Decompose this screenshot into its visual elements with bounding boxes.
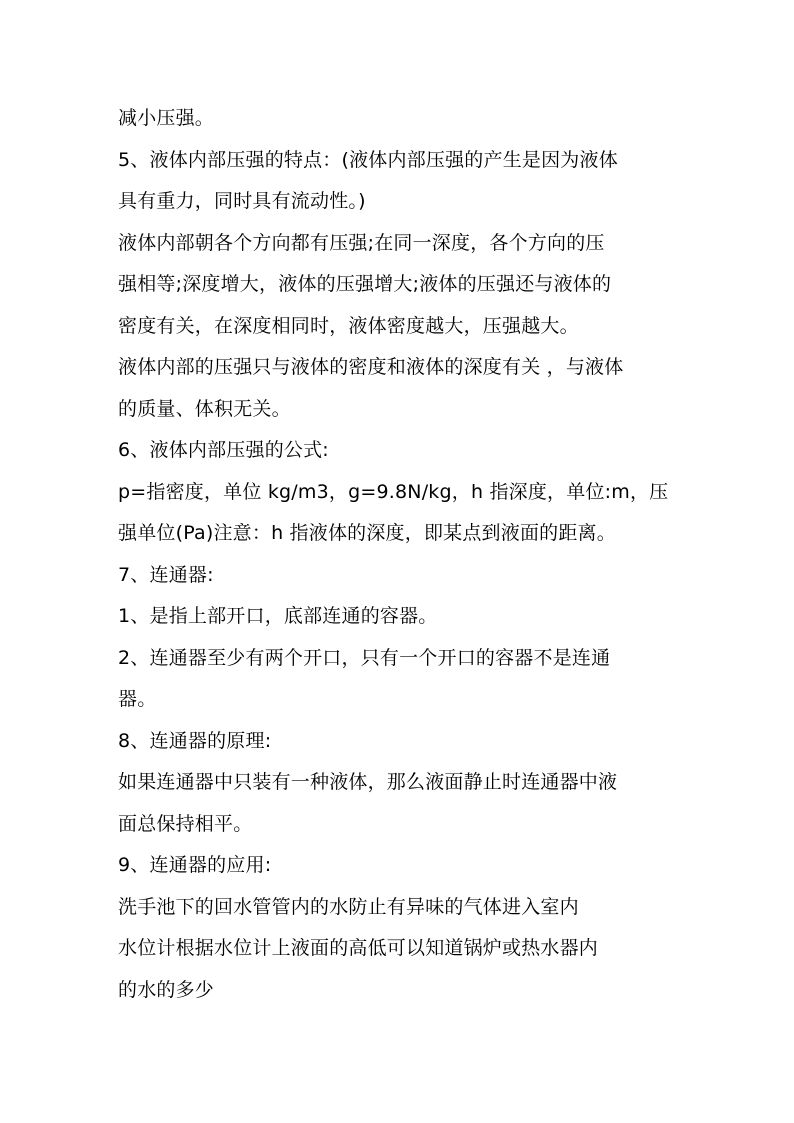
text-line: 具有重力，同时具有流动性。) bbox=[118, 190, 366, 212]
text-line: 如果连通器中只装有一种液体，那么液面静止时连通器中液 bbox=[118, 771, 618, 793]
section-heading-7: 7、连通器: bbox=[118, 563, 214, 586]
text-line: 1、是指上部开口，底部连通的容器。 bbox=[118, 605, 438, 627]
text-line: 液体内部朝各个方向都有压强;在同一深度，各个方向的压 bbox=[118, 231, 605, 254]
text-line: 器。 bbox=[118, 688, 157, 710]
document-body bbox=[118, 98, 688, 1011]
section-heading-5: 5、液体内部压强的特点：(液体内部压强的产生是因为液体 bbox=[118, 148, 618, 171]
section-heading-6: 6、液体内部压强的公式: bbox=[118, 439, 329, 461]
text-line: 洗手池下的回水管管内的水防止有异味的气体进入室内 bbox=[118, 895, 579, 918]
section-heading-8: 8、连通器的原理: bbox=[118, 729, 272, 752]
section-heading-9: 9、连通器的应用: bbox=[118, 854, 272, 876]
text-line: 强相等;深度增大，液体的压强增大;液体的压强还与液体的 bbox=[118, 273, 612, 295]
text-line: 强单位(Pa)注意：h 指液体的深度，即某点到液面的距离。 bbox=[118, 522, 616, 544]
text-line: p=指密度，单位 kg/m3，g=9.8N/kg，h 指深度，单位:m，压 bbox=[118, 480, 669, 503]
text-line: 减小压强。 bbox=[118, 107, 215, 129]
text-line: 的质量、体积无关。 bbox=[118, 397, 291, 420]
text-line: 水位计根据水位计上液面的高低可以知道锅炉或热水器内 bbox=[118, 937, 599, 959]
text-line: 的水的多少 bbox=[118, 978, 215, 1001]
text-line: 面总保持相平。 bbox=[118, 812, 253, 835]
text-line: 2、连通器至少有两个开口，只有一个开口的容器不是连通 bbox=[118, 646, 611, 669]
text-line: 密度有关，在深度相同时，液体密度越大，压强越大。 bbox=[118, 314, 579, 337]
text-line: 液体内部的压强只与液体的密度和液体的深度有关 ，与液体 bbox=[118, 356, 624, 378]
